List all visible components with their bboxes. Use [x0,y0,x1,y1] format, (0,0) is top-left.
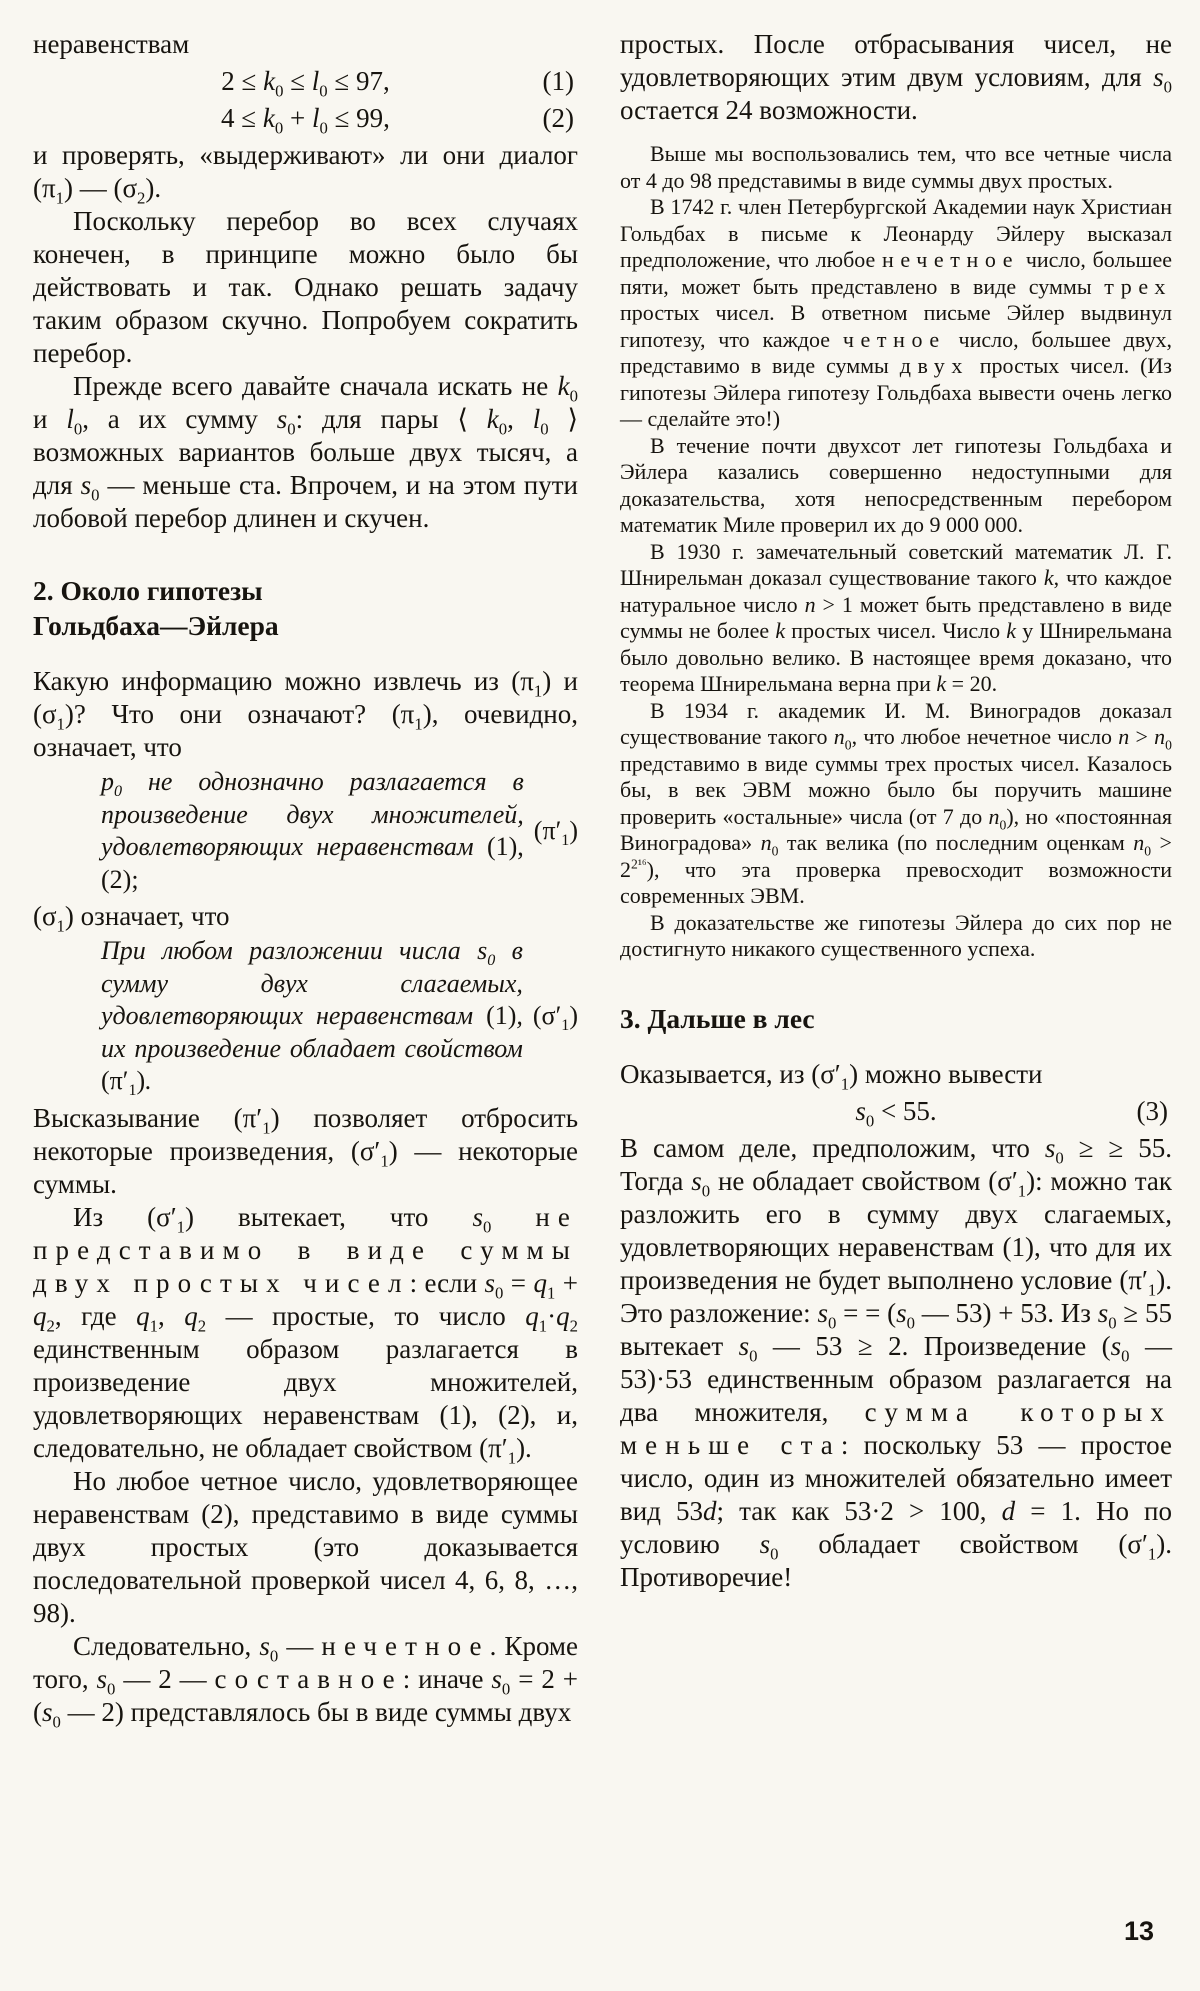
statement-label: $(\pi'_1)$ [533,815,578,849]
quote-text: При любом разложении числа $s_0$ в сумму двух слагаемых, удовлетворяющих неравенствам (1), их произведение обладает свойством $(\pi'_1)$. [101,936,523,1100]
paragraph: Следовательно, $s_0$ — нечетное. Кроме того, $s_0$ — 2 — составное: иначе $s_0 = 2 + (s_0$ — 2) представлялось бы в виде суммы двух [33,1630,578,1731]
paragraph: Какую информацию можно извлечь из $(\pi_1)$ и $(\sigma_1)$? Что они означают? $(\pi_1)$, очевидно, означает, что [33,666,578,762]
display-formula [620,1095,1172,1128]
paragraph-small: В 1742 г. член Петербургской Академии наук Христиан Гольдбах в письме к Леонарду Эйлеру высказал предположение, что любое нечетное число, большее пяти, может быть представлено в виде суммы трех простых чисел. В ответном письме Эйлер выдвинул гипотезу, что каждое четное число, большее двух, представимо в виде суммы двух простых чисел. (Из гипотезы Эйлера гипотезу Гольдбаха вывести очень легко — сделайте это!) [620,194,1173,431]
paragraph-small: Выше мы воспользовались тем, что все четные числа от 4 до 98 представимы в виде суммы двух простых. [620,141,1172,193]
statement-label: $(\sigma'_1)$ [532,1001,578,1035]
paragraph: Из $(\sigma'_1)$ вытекает, что $s_0$ не представимо в виде суммы двух простых чисел: если $s_0 = q_1 + q_2$, где $q_1$, $q_2$ — простые, то число $q_1\cdot q_2$ единственным образом разлагается в произведение двух множителей, удовлетворяющих неравенствам (1), (2), и, следовательно, не обладает свойством $(\pi'_1)$. [33,1201,579,1467]
paragraph-small: В течение почти двухсот лет гипотезы Гольдбаха и Эйлера казались совершенно недоступными для доказательства, хотя непосредственным перебором математик Миле проверил их до 9 000 000. [620,432,1172,537]
paragraph: В самом деле, предположим, что $s_0$ ≥ ≥ 55. Тогда $s_0$ не обладает свойством $(\sigma'_1)$: можно так разложить его в сумму двух слагаемых, удовлетворяющих неравенствам (1), что для их произведения не будет выполнено условие $(\pi'_1)$. Это разложение: $s_0$ = = ($s_0$ — 53) + 53. Из $s_0 \ge 55$ вытекает $s_0$ — 53 ≥ 2. Произведение ($s_0$ — 53)·53 единственным образом разлагается на два множителя, сумма которых меньше ста: поскольку 53 — простое число, один из множителей обязательно имеет вид 53d; так как 53·2 > 100, d = 1. Но по условию $s_0$ обладает свойством $(\sigma'_1)$. Противоречие! [620,1132,1173,1592]
paragraph: и проверять, «выдерживают» ли они диалог $(\pi_1)$ — $(\sigma_2)$. [33,140,578,208]
paragraph: Поскольку перебор во всех случаях конечен, в принципе можно было бы действовать и так. Однако решать задачу таким образом скучно. Попробуем сократить перебор. [33,206,578,368]
equation-number: (2) [542,103,574,133]
paragraph: неравенствам [33,29,190,59]
right-column [620,28,1172,1594]
paragraph: простых. После отбрасывания чисел, не удовлетворяющих этим двум условиям, для $s_0$ остается 24 возможности. [620,29,1172,125]
paragraph: Но любое четное число, удовлетворяющее неравенствам (2), представимо в виде суммы двух простых (это доказывается последовательной проверкой чисел 4, 6, 8, …, 98). [33,1465,578,1628]
left-column [33,28,578,1729]
paragraph: Высказывание $(\pi'_1)$ позволяет отбросить некоторые произведения, $(\sigma'_1)$ — некоторые суммы. [33,1102,579,1199]
page-number: 13 [1124,1916,1155,1946]
paragraph-small: В доказательстве же гипотезы Эйлера до сих пор не достигнуто никакого существенного успеха. [620,909,1172,961]
quoted-statement [101,766,578,896]
paragraph: Оказывается, из $(\sigma'_1)$ можно вывести [620,1058,1043,1093]
quoted-statement [101,935,578,1098]
formula-expression: $2 \le k_0 \le l_0 \le 97$, [221,66,390,101]
equation-number: (1) [542,66,574,96]
paragraph: $(\sigma_1)$ означает, что [33,901,230,936]
formula-expression: $s_0 < 55$. [855,1095,937,1130]
paragraph-small: В 1934 г. академик И. М. Виноградов доказал существование такого $n_0$, что любое нечетное число $n > n_0$ представимо в виде суммы трех простых чисел. Казалось бы, в век ЭВМ можно было бы поручить машине проверить «остальные» числа (от 7 до $n_0$), но «постоянная Виноградова» $n_0$ так велика (по последним оценкам $n_0 > 2^{2^{16}}$), что эта проверка превосходит возможности современных ЭВМ. [620,697,1172,908]
display-formula [33,65,578,101]
section-heading: 3. Дальше в лес [620,1002,815,1034]
paragraph: Прежде всего давайте сначала искать не $k_0$ и $l_0$, а их сумму $s_0$: для пары ⟨ $k_0$, $l_0$ ⟩ возможных вариантов больше двух тысяч, а для $s_0$ — меньше ста. Впрочем, и на этом пути лобовой перебор длинен и скучен. [33,371,579,533]
section-heading: 2. Около гипотезы Гольдбаха—Эйлера [33,575,279,641]
display-formula [33,102,578,138]
formula-expression: $4 \le k_0 + l_0 \le 99$, [221,103,390,138]
paragraph-small: В 1930 г. замечательный советский математик Л. Г. Шнирельман доказал существование такого k, что каждое натуральное число n > 1 может быть представлено в виде суммы не более k простых чисел. Число k у Шнирельмана было довольно велико. В настоящее время доказано, что теорема Шнирельмана верна при k = 20. [620,538,1172,696]
quote-text: $p_0$ не однозначно разлагается в произведение двух множителей, удовлетворяющих неравенствам (1), (2); [101,767,524,894]
equation-number: (3) [1136,1095,1168,1126]
